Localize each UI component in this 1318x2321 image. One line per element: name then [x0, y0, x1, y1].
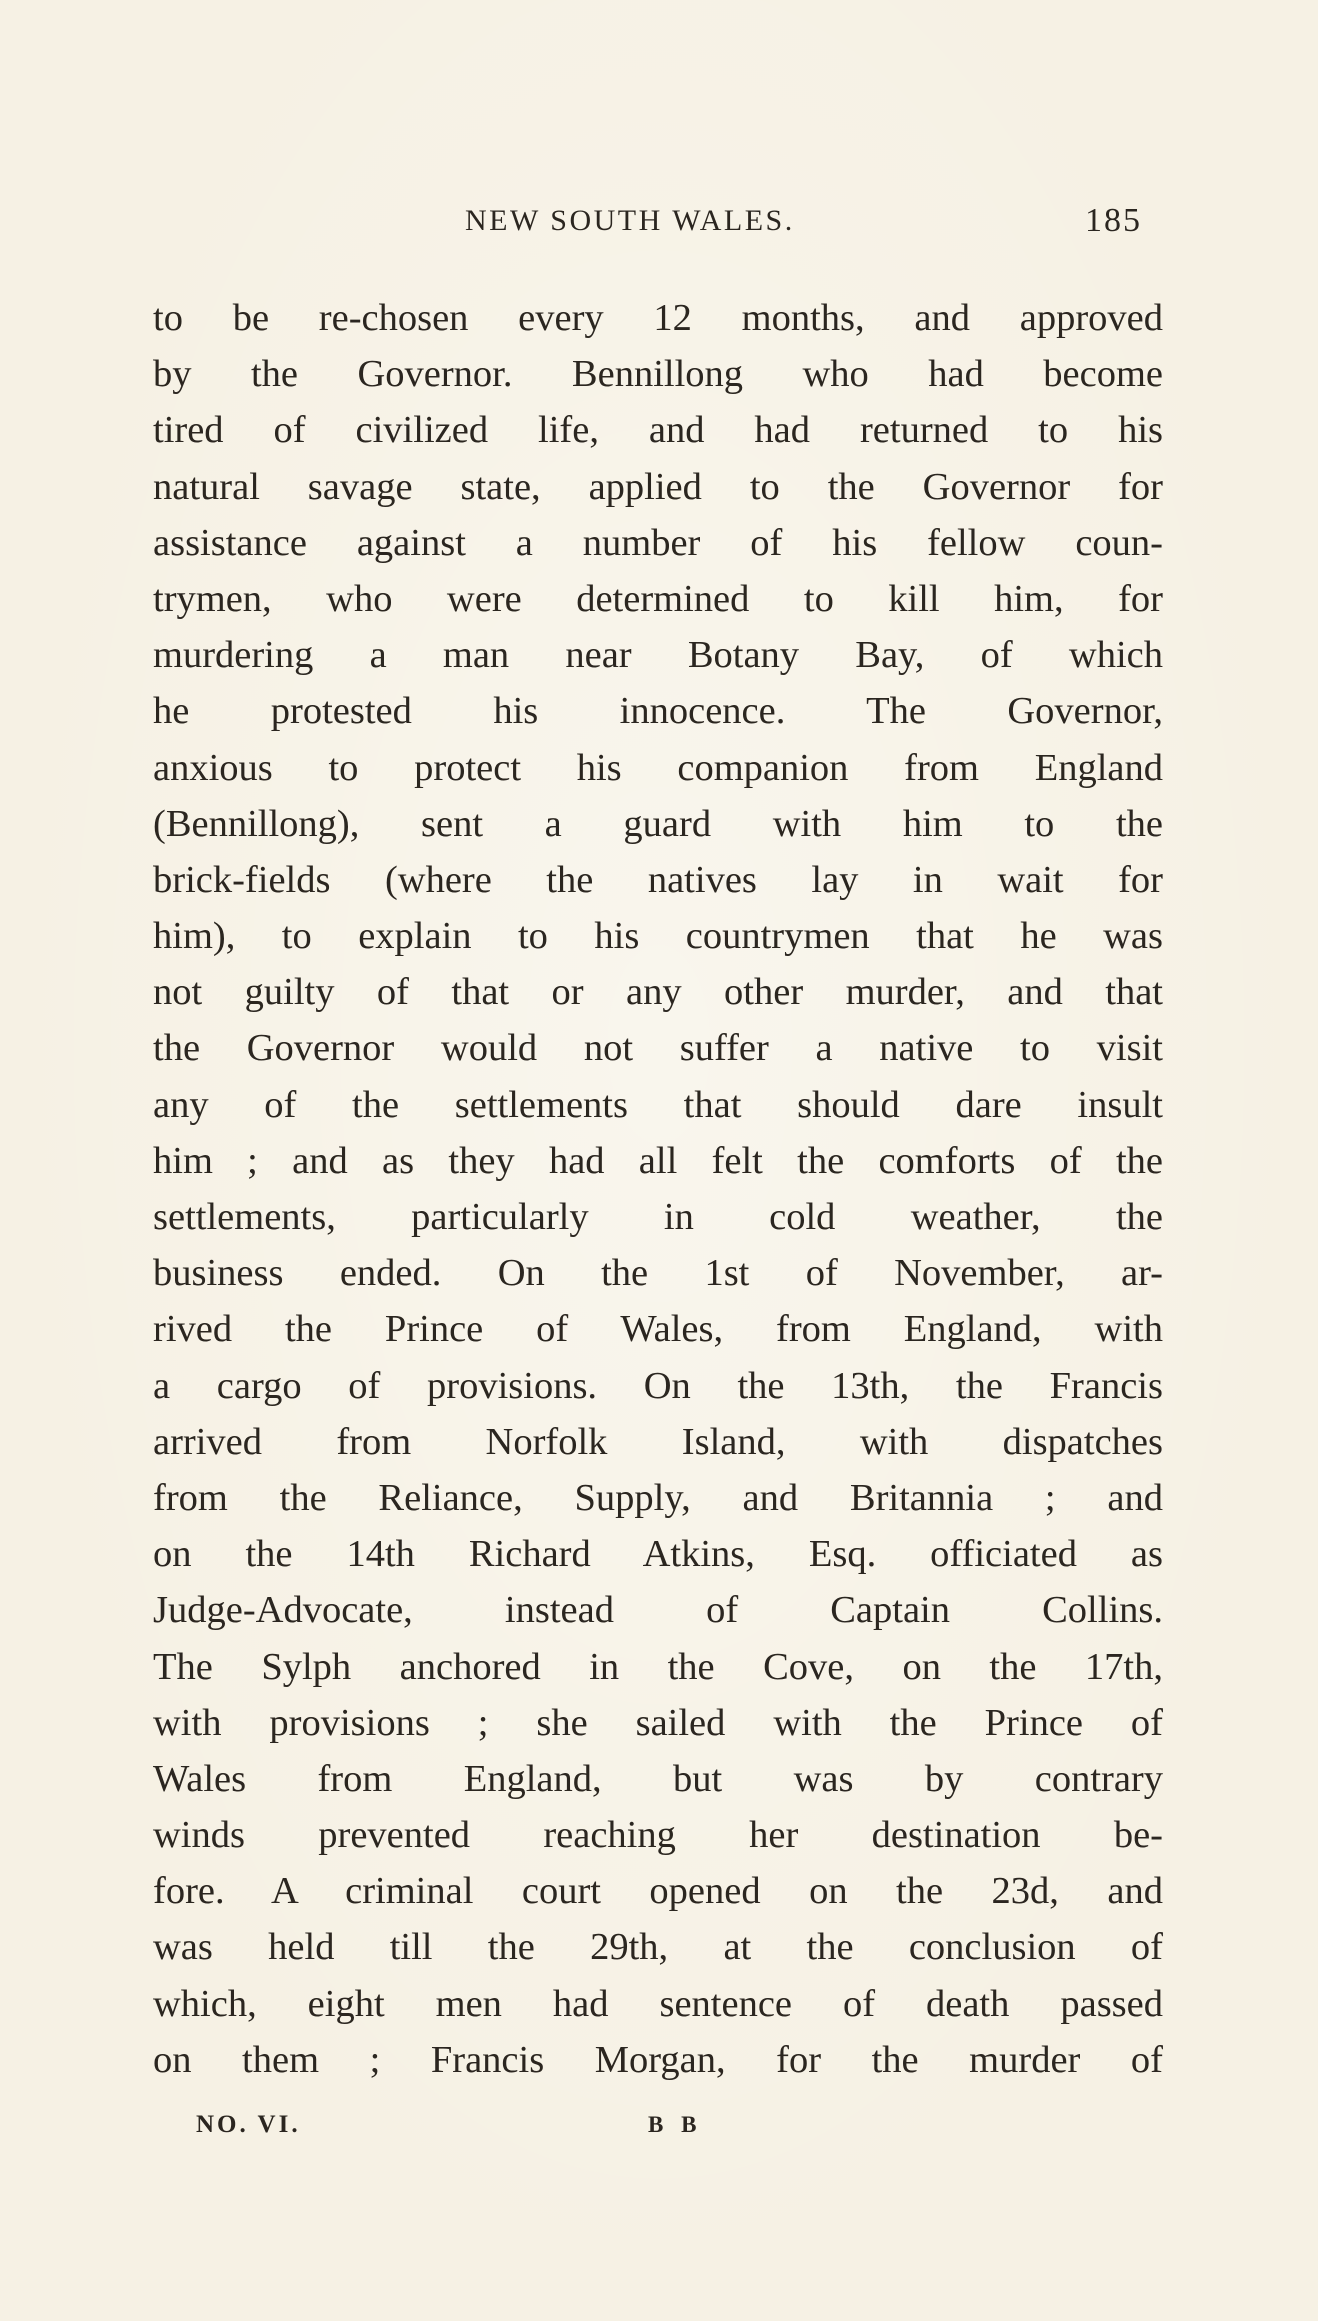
text-line: which, eight men had sentence of death passed: [153, 1982, 1163, 2025]
text-line: (Bennillong), sent a guard with him to the: [153, 802, 1163, 845]
text-line: to be re-chosen every 12 months, and approved: [153, 297, 1163, 339]
text-line: brick-fields (where the natives lay in wait for: [153, 858, 1163, 901]
text-line: trymen, who were determined to kill him, for: [153, 577, 1163, 620]
text-line: on the 14th Richard Atkins, Esq. officiated as: [153, 1533, 1163, 1576]
signature-mark: B B: [648, 2112, 703, 2137]
signature-number: NO. VI.: [196, 2111, 301, 2138]
text-line: natural savage state, applied to the Governor for: [153, 465, 1163, 508]
running-title: NEW SOUTH WALES.: [465, 204, 795, 237]
text-line: with provisions ; she sailed with the Prince of: [153, 1701, 1163, 1744]
text-line: tired of civilized life, and had returned to his: [153, 409, 1163, 452]
text-line: him), to explain to his countrymen that he was: [153, 915, 1163, 958]
text-line: rived the Prince of Wales, from England, with: [153, 1308, 1163, 1351]
text-line: settlements, particularly in cold weather, the: [153, 1196, 1163, 1238]
body-text: [153, 290, 1163, 2088]
text-line: he protested his innocence. The Governor,: [153, 690, 1163, 733]
text-line: assistance against a number of his fellow coun-: [153, 521, 1163, 564]
text-line: the Governor would not suffer a native to visit: [153, 1027, 1163, 1070]
text-line: Wales from England, but was by contrary: [153, 1757, 1163, 1800]
text-line: him ; and as they had all felt the comforts of the: [153, 1139, 1163, 1182]
text-line: was held till the 29th, at the conclusion of: [153, 1926, 1163, 1969]
text-line: Judge-Advocate, instead of Captain Collins.: [153, 1589, 1163, 1632]
text-line: murdering a man near Botany Bay, of which: [153, 634, 1163, 677]
text-line: arrived from Norfolk Island, with dispatches: [153, 1420, 1163, 1463]
text-line: business ended. On the 1st of November, ar-: [153, 1252, 1163, 1295]
page-number: 185: [1085, 202, 1142, 239]
text-line: by the Governor. Bennillong who had become: [153, 353, 1163, 396]
text-line: The Sylph anchored in the Cove, on the 17th,: [153, 1645, 1163, 1688]
text-line: fore. A criminal court opened on the 23d, and: [153, 1870, 1163, 1913]
text-line: winds prevented reaching her destination be-: [153, 1814, 1163, 1857]
text-line: from the Reliance, Supply, and Britannia ; and: [153, 1476, 1163, 1519]
text-line: anxious to protect his companion from England: [153, 746, 1163, 789]
text-line: a cargo of provisions. On the 13th, the Francis: [153, 1364, 1163, 1407]
page-footer: [0, 2105, 1318, 2145]
text-line: any of the settlements that should dare insult: [153, 1083, 1163, 1126]
running-head: [0, 196, 1318, 246]
text-line: not guilty of that or any other murder, and that: [153, 971, 1163, 1014]
text-line: on them ; Francis Morgan, for the murder of: [153, 2038, 1163, 2081]
